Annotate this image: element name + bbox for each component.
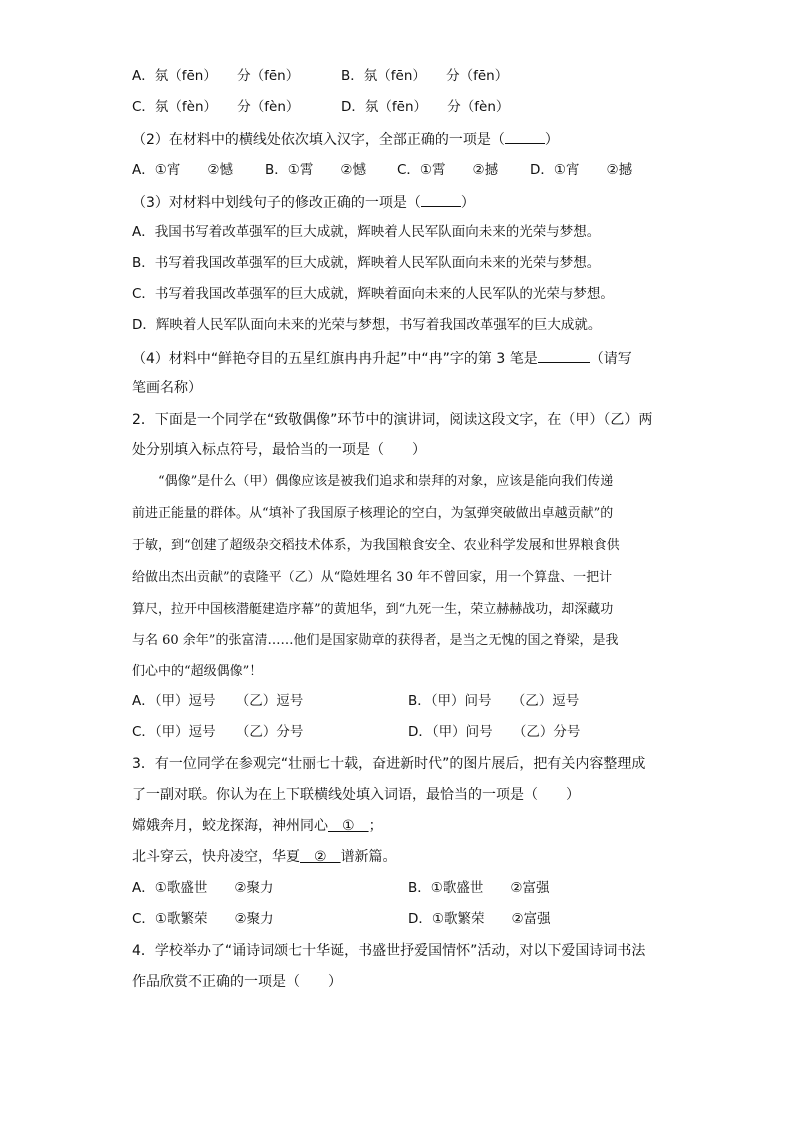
q1-sub2-option-c[interactable]: C．①霄 ②撼	[397, 162, 499, 178]
q2-passage-line: 们心中的“超级偶像”！	[132, 664, 263, 679]
answer-blank[interactable]	[538, 348, 590, 363]
q4-stem-line1: 4．学校举办了“诵诗词颂七十华诞，书盛世抒爱国情怀”活动，对以下爱国诗词书法	[132, 943, 646, 959]
q3-option-a[interactable]: A．①歌盛世 ②聚力	[132, 880, 274, 896]
q1-sub3-option-a[interactable]: A．我国书写着改革强军的巨大成就，辉映着人民军队面向未来的光荣与梦想。	[132, 224, 601, 240]
q3-option-c[interactable]: C．①歌繁荣 ②聚力	[132, 911, 274, 927]
answer-blank[interactable]	[421, 192, 461, 207]
q3-couplet-upper: 嫦娥奔月，蛟龙探海，神州同心 ① ；	[132, 818, 383, 834]
q1-option-a[interactable]: A．氛（fēn） 分（fēn）	[132, 68, 300, 84]
answer-blank[interactable]	[505, 129, 545, 144]
q1-sub3-option-c[interactable]: C．书写着我国改革强军的巨大成就，辉映着面向未来的人民军队的光荣与梦想。	[132, 286, 614, 302]
q1-sub2-option-a[interactable]: A．①宵 ②憾	[132, 162, 233, 178]
q2-passage-line: 与名 60 余年”的张富清……他们是国家勋章的获得者，是当之无愧的国之脊梁，是我	[132, 633, 619, 648]
q1-option-b[interactable]: B．氛（fēn） 分（fēn）	[341, 68, 509, 84]
q2-option-d[interactable]: D．（甲）问号 （乙）分号	[408, 724, 581, 740]
q1-sub4-line1: （4）材料中“鲜艳夺目的五星红旗冉冉升起”中“冉”字的第 3 笔是 （请写	[132, 348, 632, 368]
q2-option-c[interactable]: C．（甲）逗号 （乙）分号	[132, 724, 304, 740]
q3-stem-line1: 3．有一位同学在参观完“壮丽七十载，奋进新时代”的图片展后，把有关内容整理成	[132, 756, 646, 772]
q2-option-b[interactable]: B．（甲）问号 （乙）逗号	[408, 693, 580, 709]
couplet-blank-2[interactable]: ②	[300, 849, 341, 865]
q2-option-a[interactable]: A．（甲）逗号 （乙）逗号	[132, 693, 304, 709]
q1-option-c[interactable]: C．氛（fèn） 分（fèn）	[132, 99, 300, 115]
q1-sub2-prompt: （2）在材料中的横线处依次填入汉字，全部正确的一项是（ ）	[132, 129, 559, 149]
q1-option-d[interactable]: D．氛（fēn） 分（fèn）	[341, 99, 510, 115]
q1-sub3-option-b[interactable]: B．书写着我国改革强军的巨大成就，辉映着人民军队面向未来的光荣与梦想。	[132, 255, 601, 271]
q2-passage-line: 给做出杰出贡献”的袁隆平（乙）从“隐姓埋名 30 年不曾回家，用一个算盘、一把计	[132, 570, 613, 585]
couplet-blank-1[interactable]: ①	[328, 818, 369, 834]
q2-passage-line: 算尺，拉开中国核潜艇建造序幕”的黄旭华，到“九死一生，荣立赫赫战功，却深藏功	[132, 602, 614, 617]
q2-passage-line: 于敏，到“创建了超级杂交稻技术体系，为我国粮食安全、农业科学发展和世界粮食供	[132, 538, 620, 553]
q1-sub3-option-d[interactable]: D．辉映着人民军队面向未来的光荣与梦想，书写着我国改革强军的巨大成就。	[132, 317, 602, 333]
q2-stem-line2: 处分别填入标点符号，最恰当的一项是（ ）	[132, 442, 426, 458]
q1-sub3-prompt: （3）对材料中划线句子的修改正确的一项是（ ）	[132, 192, 475, 212]
q2-passage-line: 前进正能量的群体。从“填补了我国原子核理论的空白，为氢弹突破做出卓越贡献”的	[132, 506, 614, 521]
q1-sub2-option-b[interactable]: B．①霄 ②憾	[265, 162, 366, 178]
q3-option-d[interactable]: D．①歌繁荣 ②富强	[408, 911, 551, 927]
q3-stem-line2: 了一副对联。你认为在上下联横线处填入词语，最恰当的一项是（ ）	[132, 787, 580, 803]
q2-stem-line1: 2．下面是一个同学在“致敬偶像”环节中的演讲词，阅读这段文字，在（甲）（乙）两	[132, 412, 653, 428]
q3-option-b[interactable]: B．①歌盛世 ②富强	[408, 880, 550, 896]
q2-passage-line: “偶像”是什么（甲）偶像应该是被我们追求和崇拜的对象，应该是能向我们传递	[132, 474, 614, 489]
q1-sub2-option-d[interactable]: D．①宵 ②撼	[530, 162, 633, 178]
q1-sub4-line2: 笔画名称）	[132, 380, 202, 396]
q4-stem-line2: 作品欣赏不正确的一项是（ ）	[132, 974, 342, 990]
q3-couplet-lower: 北斗穿云，快舟凌空，华夏 ② 谱新篇。	[132, 849, 397, 865]
